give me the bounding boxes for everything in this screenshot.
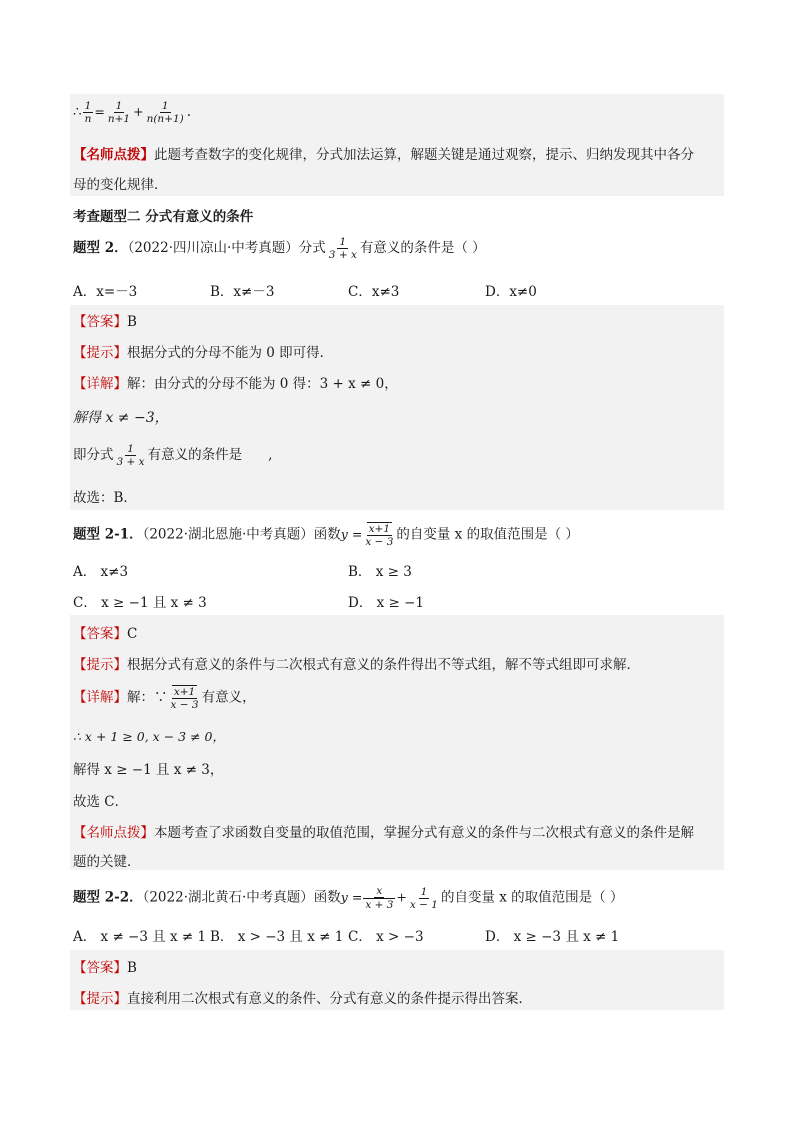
q21-option-d: D． x ≥ −1 xyxy=(348,595,425,611)
q21-answer: C xyxy=(127,626,138,642)
q2-options xyxy=(70,280,724,300)
q22-answer: B xyxy=(127,960,137,976)
q2-option-c: C．x≠3 xyxy=(348,284,400,300)
q22-options xyxy=(70,925,724,945)
formula-block xyxy=(70,94,724,136)
q22-option-a: A． x ≠ −3 且 x ≠ 1 xyxy=(73,929,207,945)
section-title: 考查题型二 分式有意义的条件 xyxy=(73,209,254,225)
teacher-note-1: 【名师点拨】此题考查数字的变化规律，分式加法运算，解题关键是通过观察，提示、归纳发现其中各分 母的变化规律． xyxy=(70,136,724,196)
q2-option-d: D．x≠0 xyxy=(485,284,537,300)
q21-option-a: A． x≠3 xyxy=(73,564,129,580)
q22-option-c: C． x > −3 xyxy=(348,929,424,945)
q21-option-c: C． x ≥ −1 且 x ≠ 3 xyxy=(73,595,207,611)
q22-option-b: B． x > −3 且 x ≠ 1 xyxy=(210,929,344,945)
note-tag: 【名师点拨】 xyxy=(73,147,154,163)
question-2: 题型 2．（2022·四川凉山·中考真题）分式 $\frac{1}{3 + x}$ 有意义的条件是（ ） xyxy=(73,236,486,261)
q2-option-a: A．x=－3 xyxy=(73,284,138,300)
q21-solution: 【答案】C 【提示】根据分式有意义的条件与二次根式有意义的条件得出不等式组，解不等式组即可求解． 【详解】解：∵ $\frac{x+1}{x - 3}$ 有意义， ∴ x + 1 ≥ 0, x − 3 ≠ 0， 解得 x ≥ −1 且 x ≠ 3， 故选 C． 【名师点拨】本题考查了求函数自变量的取值范围，掌握分式有意义的条件与二次根式有意义的条件是解 题的关键． xyxy=(70,615,724,870)
q2-option-b: B．x≠－3 xyxy=(210,284,275,300)
question-2-2: 题型 2-2．（2022·湖北黄石·中考真题）函数y = $\frac{x}{x + 3}$ + $\frac{1}{x - 1}$ 的自变量 x 的取值范围是（ ） xyxy=(73,885,624,911)
q22-solution: 【答案】B 【提示】直接利用二次根式有意义的条件、分式有意义的条件提示得出答案． xyxy=(70,950,724,1010)
q22-option-d: D． x ≥ −3 且 x ≠ 1 xyxy=(485,929,620,945)
question-2-1: 题型 2-1．（2022·湖北恩施·中考真题）函数y = $\frac{x+1}{x - 3}$ 的自变量 x 的取值范围是（ ） xyxy=(73,523,579,548)
q21-option-b: B． x ≥ 3 xyxy=(348,564,412,580)
summation-formula: ∴ $\frac{1}{n}$ = $\frac{1}{n+1}$ + $\frac{1}{n(n+1)}$ . xyxy=(73,100,192,125)
q2-answer: B xyxy=(127,314,137,330)
q21-options-row1 xyxy=(70,560,724,580)
q2-solution: 【答案】B 【提示】根据分式的分母不能为 0 即可得． 【详解】解：由分式的分母不能为 0 得：3 + x ≠ 0， 解得 x ≠ −3， 即分式 $\frac{1}{3 + x}$ 有意义的条件是 , 故选：B． xyxy=(70,305,724,510)
q21-options-row2 xyxy=(70,591,724,611)
